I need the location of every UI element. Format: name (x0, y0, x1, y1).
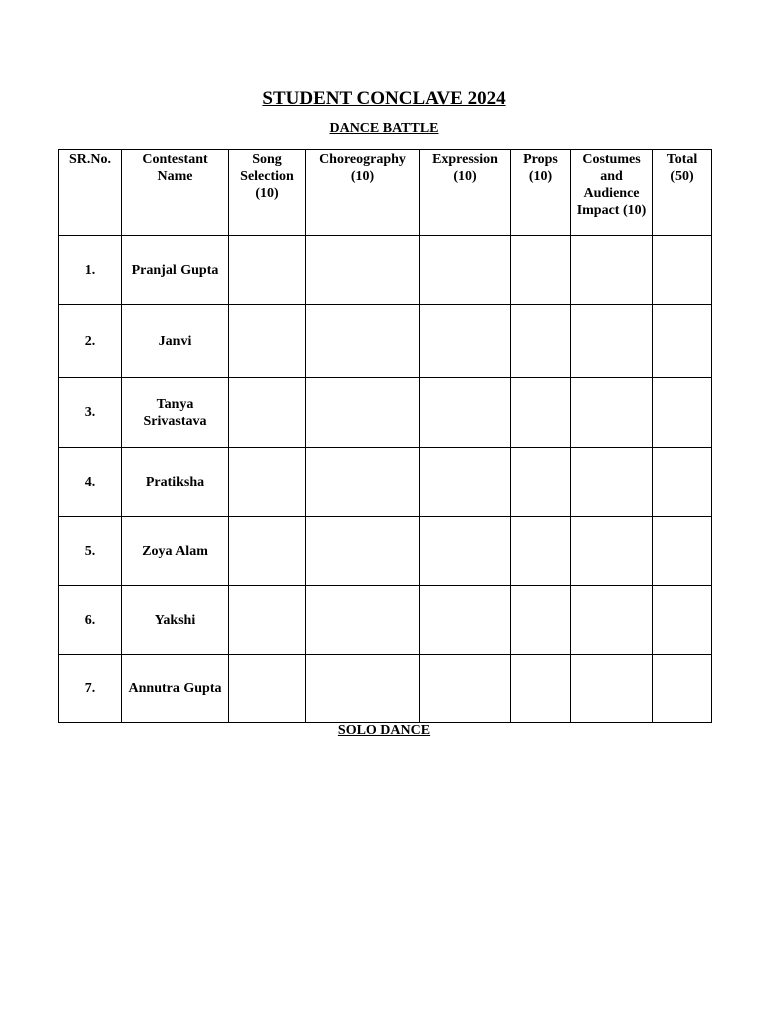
document-title: STUDENT CONCLAVE 2024 (262, 88, 506, 109)
header-total: Total (50) (653, 150, 712, 236)
cell-costumes[interactable] (571, 305, 653, 378)
cell-total[interactable] (653, 378, 712, 448)
cell-choreography[interactable] (306, 517, 420, 586)
cell-song-selection[interactable] (229, 586, 306, 655)
cell-total[interactable] (653, 236, 712, 305)
cell-choreography[interactable] (306, 655, 420, 723)
cell-total[interactable] (653, 655, 712, 723)
cell-expression[interactable] (420, 517, 511, 586)
cell-expression[interactable] (420, 236, 511, 305)
cell-choreography[interactable] (306, 305, 420, 378)
cell-total[interactable] (653, 448, 712, 517)
cell-contestant-name: Zoya Alam (122, 517, 229, 586)
table-body (59, 236, 712, 723)
table-header (59, 150, 712, 236)
table-row (59, 655, 712, 723)
cell-costumes[interactable] (571, 517, 653, 586)
table-row (59, 305, 712, 378)
cell-song-selection[interactable] (229, 448, 306, 517)
table-row (59, 378, 712, 448)
cell-expression[interactable] (420, 305, 511, 378)
section-subtitle: DANCE BATTLE (329, 121, 439, 136)
header-song-selection: Song Selection (10) (229, 150, 306, 236)
cell-costumes[interactable] (571, 378, 653, 448)
cell-costumes[interactable] (571, 448, 653, 517)
cell-costumes[interactable] (571, 586, 653, 655)
cell-contestant-name: Pranjal Gupta (122, 236, 229, 305)
table-row (59, 448, 712, 517)
cell-props[interactable] (511, 517, 571, 586)
cell-total[interactable] (653, 305, 712, 378)
cell-total[interactable] (653, 586, 712, 655)
cell-sr-no: 5. (59, 517, 122, 586)
header-contestant-name: Contestant Name (122, 150, 229, 236)
cell-costumes[interactable] (571, 655, 653, 723)
cell-song-selection[interactable] (229, 378, 306, 448)
header-sr-no: SR.No. (59, 150, 122, 236)
table-row (59, 236, 712, 305)
cell-choreography[interactable] (306, 448, 420, 517)
header-props: Props (10) (511, 150, 571, 236)
score-table (58, 149, 712, 723)
cell-contestant-name: Janvi (122, 305, 229, 378)
cell-props[interactable] (511, 448, 571, 517)
cell-sr-no: 2. (59, 305, 122, 378)
cell-sr-no: 6. (59, 586, 122, 655)
cell-props[interactable] (511, 305, 571, 378)
cell-contestant-name: Pratiksha (122, 448, 229, 517)
cell-expression[interactable] (420, 655, 511, 723)
header-expression: Expression (10) (420, 150, 511, 236)
table-row (59, 586, 712, 655)
table-row (59, 517, 712, 586)
cell-contestant-name: Annutra Gupta (122, 655, 229, 723)
cell-choreography[interactable] (306, 236, 420, 305)
header-choreography: Choreography (10) (306, 150, 420, 236)
cell-song-selection[interactable] (229, 305, 306, 378)
cell-costumes[interactable] (571, 236, 653, 305)
cell-song-selection[interactable] (229, 655, 306, 723)
cell-props[interactable] (511, 586, 571, 655)
cell-sr-no: 4. (59, 448, 122, 517)
cell-props[interactable] (511, 655, 571, 723)
solo-dance-label: SOLO DANCE (337, 723, 431, 738)
header-costumes-audience-impact: Costumes and Audience Impact (10) (571, 150, 653, 236)
cell-song-selection[interactable] (229, 236, 306, 305)
cell-sr-no: 3. (59, 378, 122, 448)
cell-contestant-name: Yakshi (122, 586, 229, 655)
cell-total[interactable] (653, 517, 712, 586)
cell-expression[interactable] (420, 448, 511, 517)
cell-expression[interactable] (420, 378, 511, 448)
cell-choreography[interactable] (306, 586, 420, 655)
cell-props[interactable] (511, 378, 571, 448)
cell-sr-no: 1. (59, 236, 122, 305)
cell-choreography[interactable] (306, 378, 420, 448)
cell-sr-no: 7. (59, 655, 122, 723)
cell-song-selection[interactable] (229, 517, 306, 586)
cell-props[interactable] (511, 236, 571, 305)
header-row (59, 150, 712, 236)
cell-contestant-name: Tanya Srivastava (122, 378, 229, 448)
cell-expression[interactable] (420, 586, 511, 655)
